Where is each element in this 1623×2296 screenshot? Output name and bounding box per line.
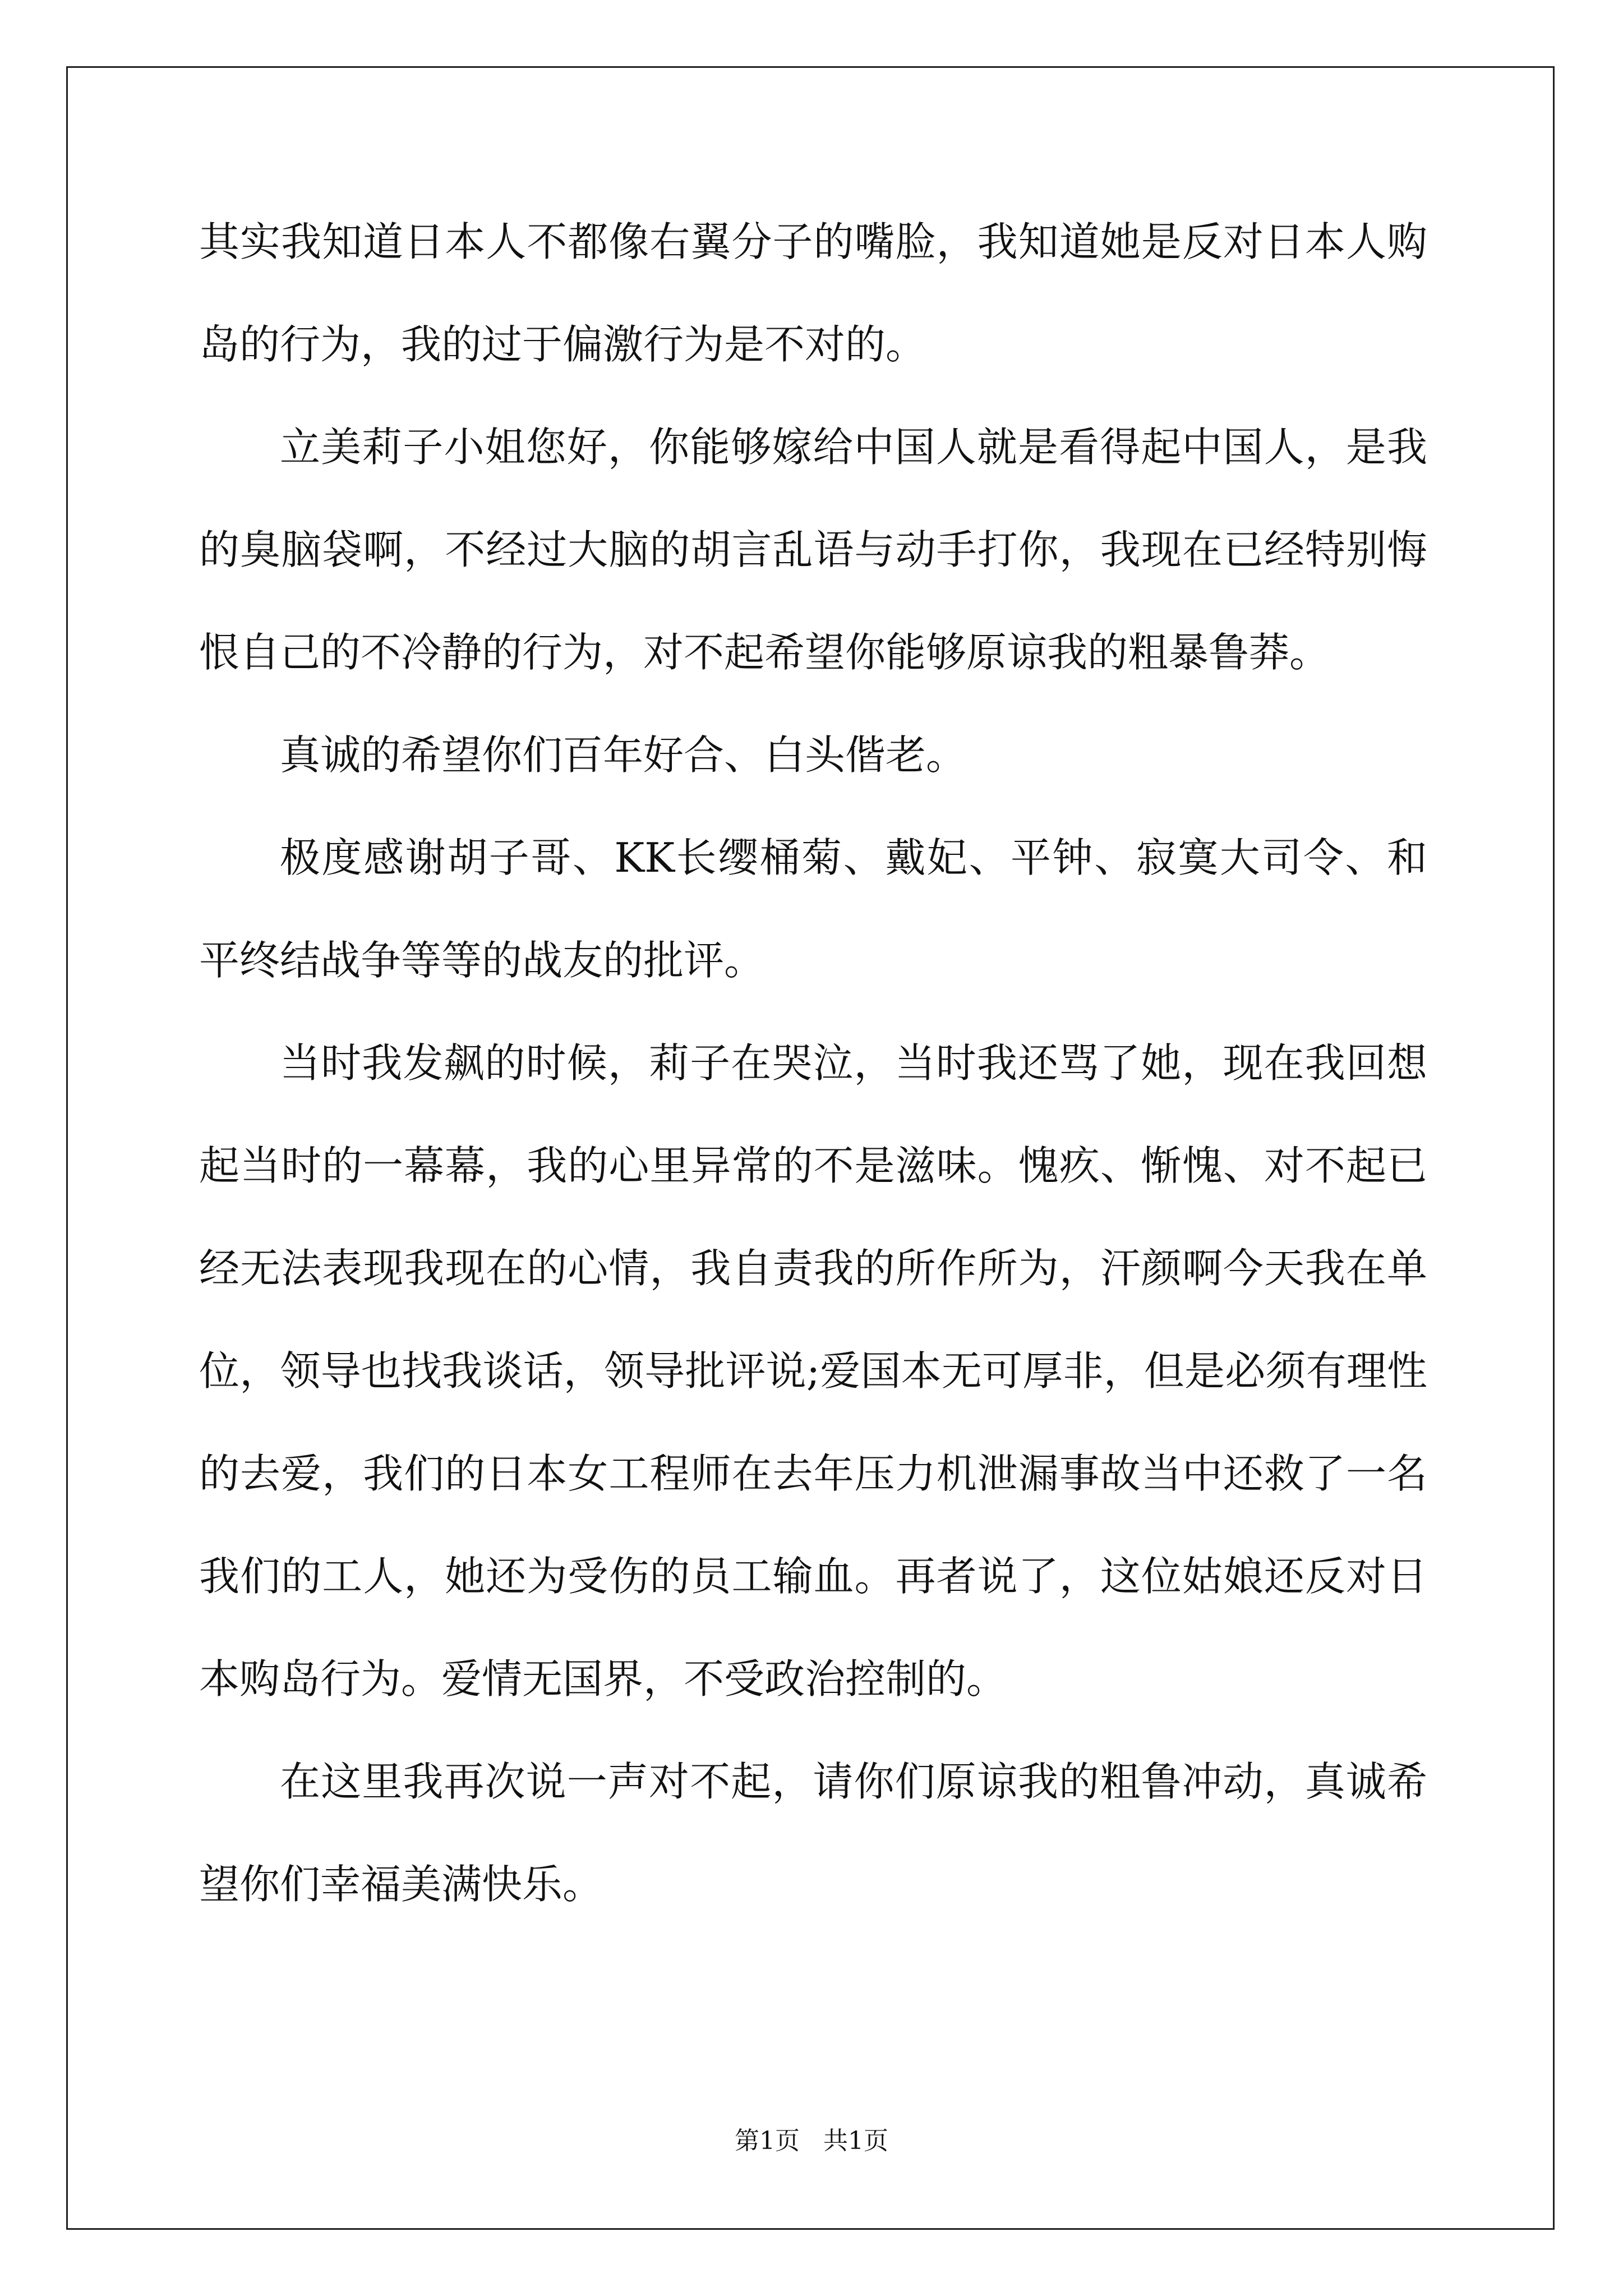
document-body [199, 191, 1427, 1936]
paragraph-3: 真诚的希望你们百年好合、白头偕老。 [280, 731, 967, 779]
paragraph-2: 立美莉子小姐您好，你能够嫁给中国人就是看得起中国人，是我的臭脑袋啊，不经过大脑的胡言乱语与动手打你，我现在已经特别悔恨自己的不冷静的行为，对不起希望你能够原谅我的粗暴鲁莽。 [199, 424, 1427, 676]
page-footer: 第1页 共1页 [735, 2127, 888, 2155]
paragraph-4: 极度感谢胡子哥、KK长缨桶菊、戴妃、平钟、寂寞大司令、和平终结战争等等的战友的批评。 [199, 834, 1427, 984]
paragraph-1: 其实我知道日本人不都像右翼分子的嘴脸，我知道她是反对日本人购岛的行为，我的过于偏激行为是不对的。 [199, 218, 1427, 368]
paragraph-6: 在这里我再次说一声对不起，请你们原谅我的粗鲁冲动，真诚希望你们幸福美满快乐。 [199, 1758, 1427, 1908]
paragraph-5: 当时我发飙的时候，莉子在哭泣，当时我还骂了她，现在我回想起当时的一幕幕，我的心里异常的不是滋味。愧疚、惭愧、对不起已经无法表现我现在的心情，我自责我的所作所为，汗颜啊今天我在单位，领导也找我谈话，领导批评说;爱国本无可厚非，但是必须有理性的去爱，我们的日本女工程师在去年压力机泄漏事故当中还救了一名我们的工人，她还为受伤的员工输血。再者说了，这位姑娘还反对日本购岛行为。爱情无国界，不受政治控制的。 [199, 1039, 1427, 1703]
